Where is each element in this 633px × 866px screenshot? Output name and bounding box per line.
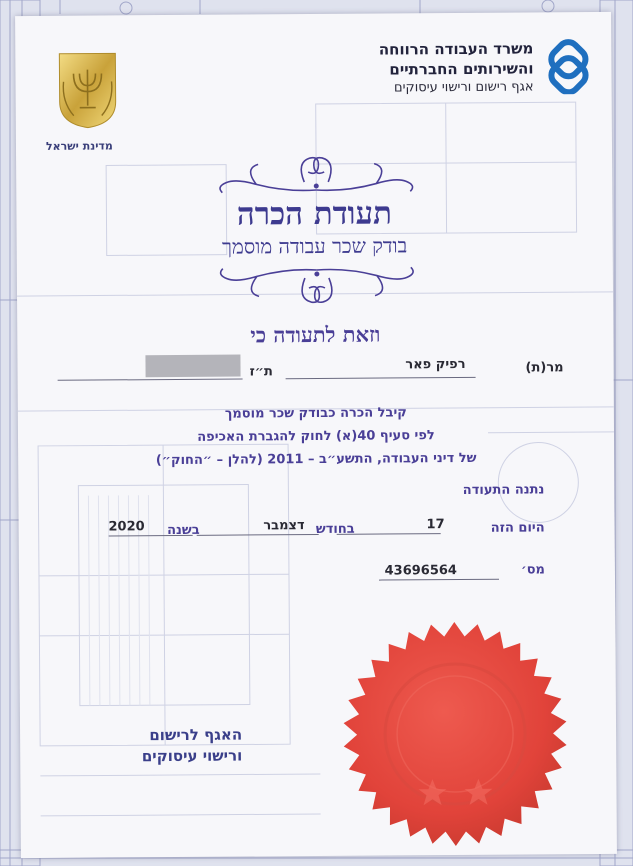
department-line2: ורישוי עיסוקים [141, 746, 243, 766]
year-label: בשנה [167, 522, 200, 539]
issued-label: נתנה התעודה [462, 482, 545, 498]
certificate-number-label: מס׳ [520, 562, 545, 578]
id-label: ת״ז [249, 364, 273, 380]
certificate-sheet [15, 12, 617, 858]
top-flourish [196, 151, 436, 197]
state-emblem-icon [53, 51, 122, 129]
bottom-flourish [197, 263, 437, 309]
certificate-number: 43696564 [384, 563, 458, 579]
certifies-heading: וזאת לתעודה כי [250, 321, 381, 348]
month-label: בחודש [315, 521, 355, 538]
ministry-name-line2: והשירותים החברתיים [389, 59, 534, 79]
redacted-id-number [145, 355, 240, 378]
certificate-subtitle: בודק שכר עבודה מוסמך [222, 233, 408, 259]
body-line-3: של דיני העבודה, התשע״ב – 2011 (להלן – ״החוק״) [155, 450, 477, 469]
state-of-israel-label: מדינת ישראל [45, 139, 113, 153]
department-line1: האגף לרישום [149, 725, 243, 745]
day-value: 17 [426, 517, 445, 533]
red-wax-seal [339, 618, 571, 850]
recipient-name: רפיק פאר [405, 356, 466, 373]
year-value: 2020 [108, 519, 145, 535]
division-name: אגף רישום ורישוי עיסוקים [393, 79, 534, 96]
body-line-1: קיבל הכרה כבודק שכר מוסמך [224, 405, 407, 422]
ministry-logo-icon [539, 38, 599, 94]
mr-label: מר(ת) [525, 360, 564, 376]
certificate-title: תעודת הכרה [236, 195, 393, 233]
issuing-department [132, 725, 242, 768]
ministry-header [379, 38, 534, 97]
month-value: דצמבר [263, 518, 305, 534]
body-line-2: לפי סעיף 40(א) לחוק להגברת האכיפה [197, 428, 435, 445]
ministry-name-line1: משרד העבודה הרווחה [378, 39, 534, 59]
day-label: היום הזה [490, 520, 545, 536]
